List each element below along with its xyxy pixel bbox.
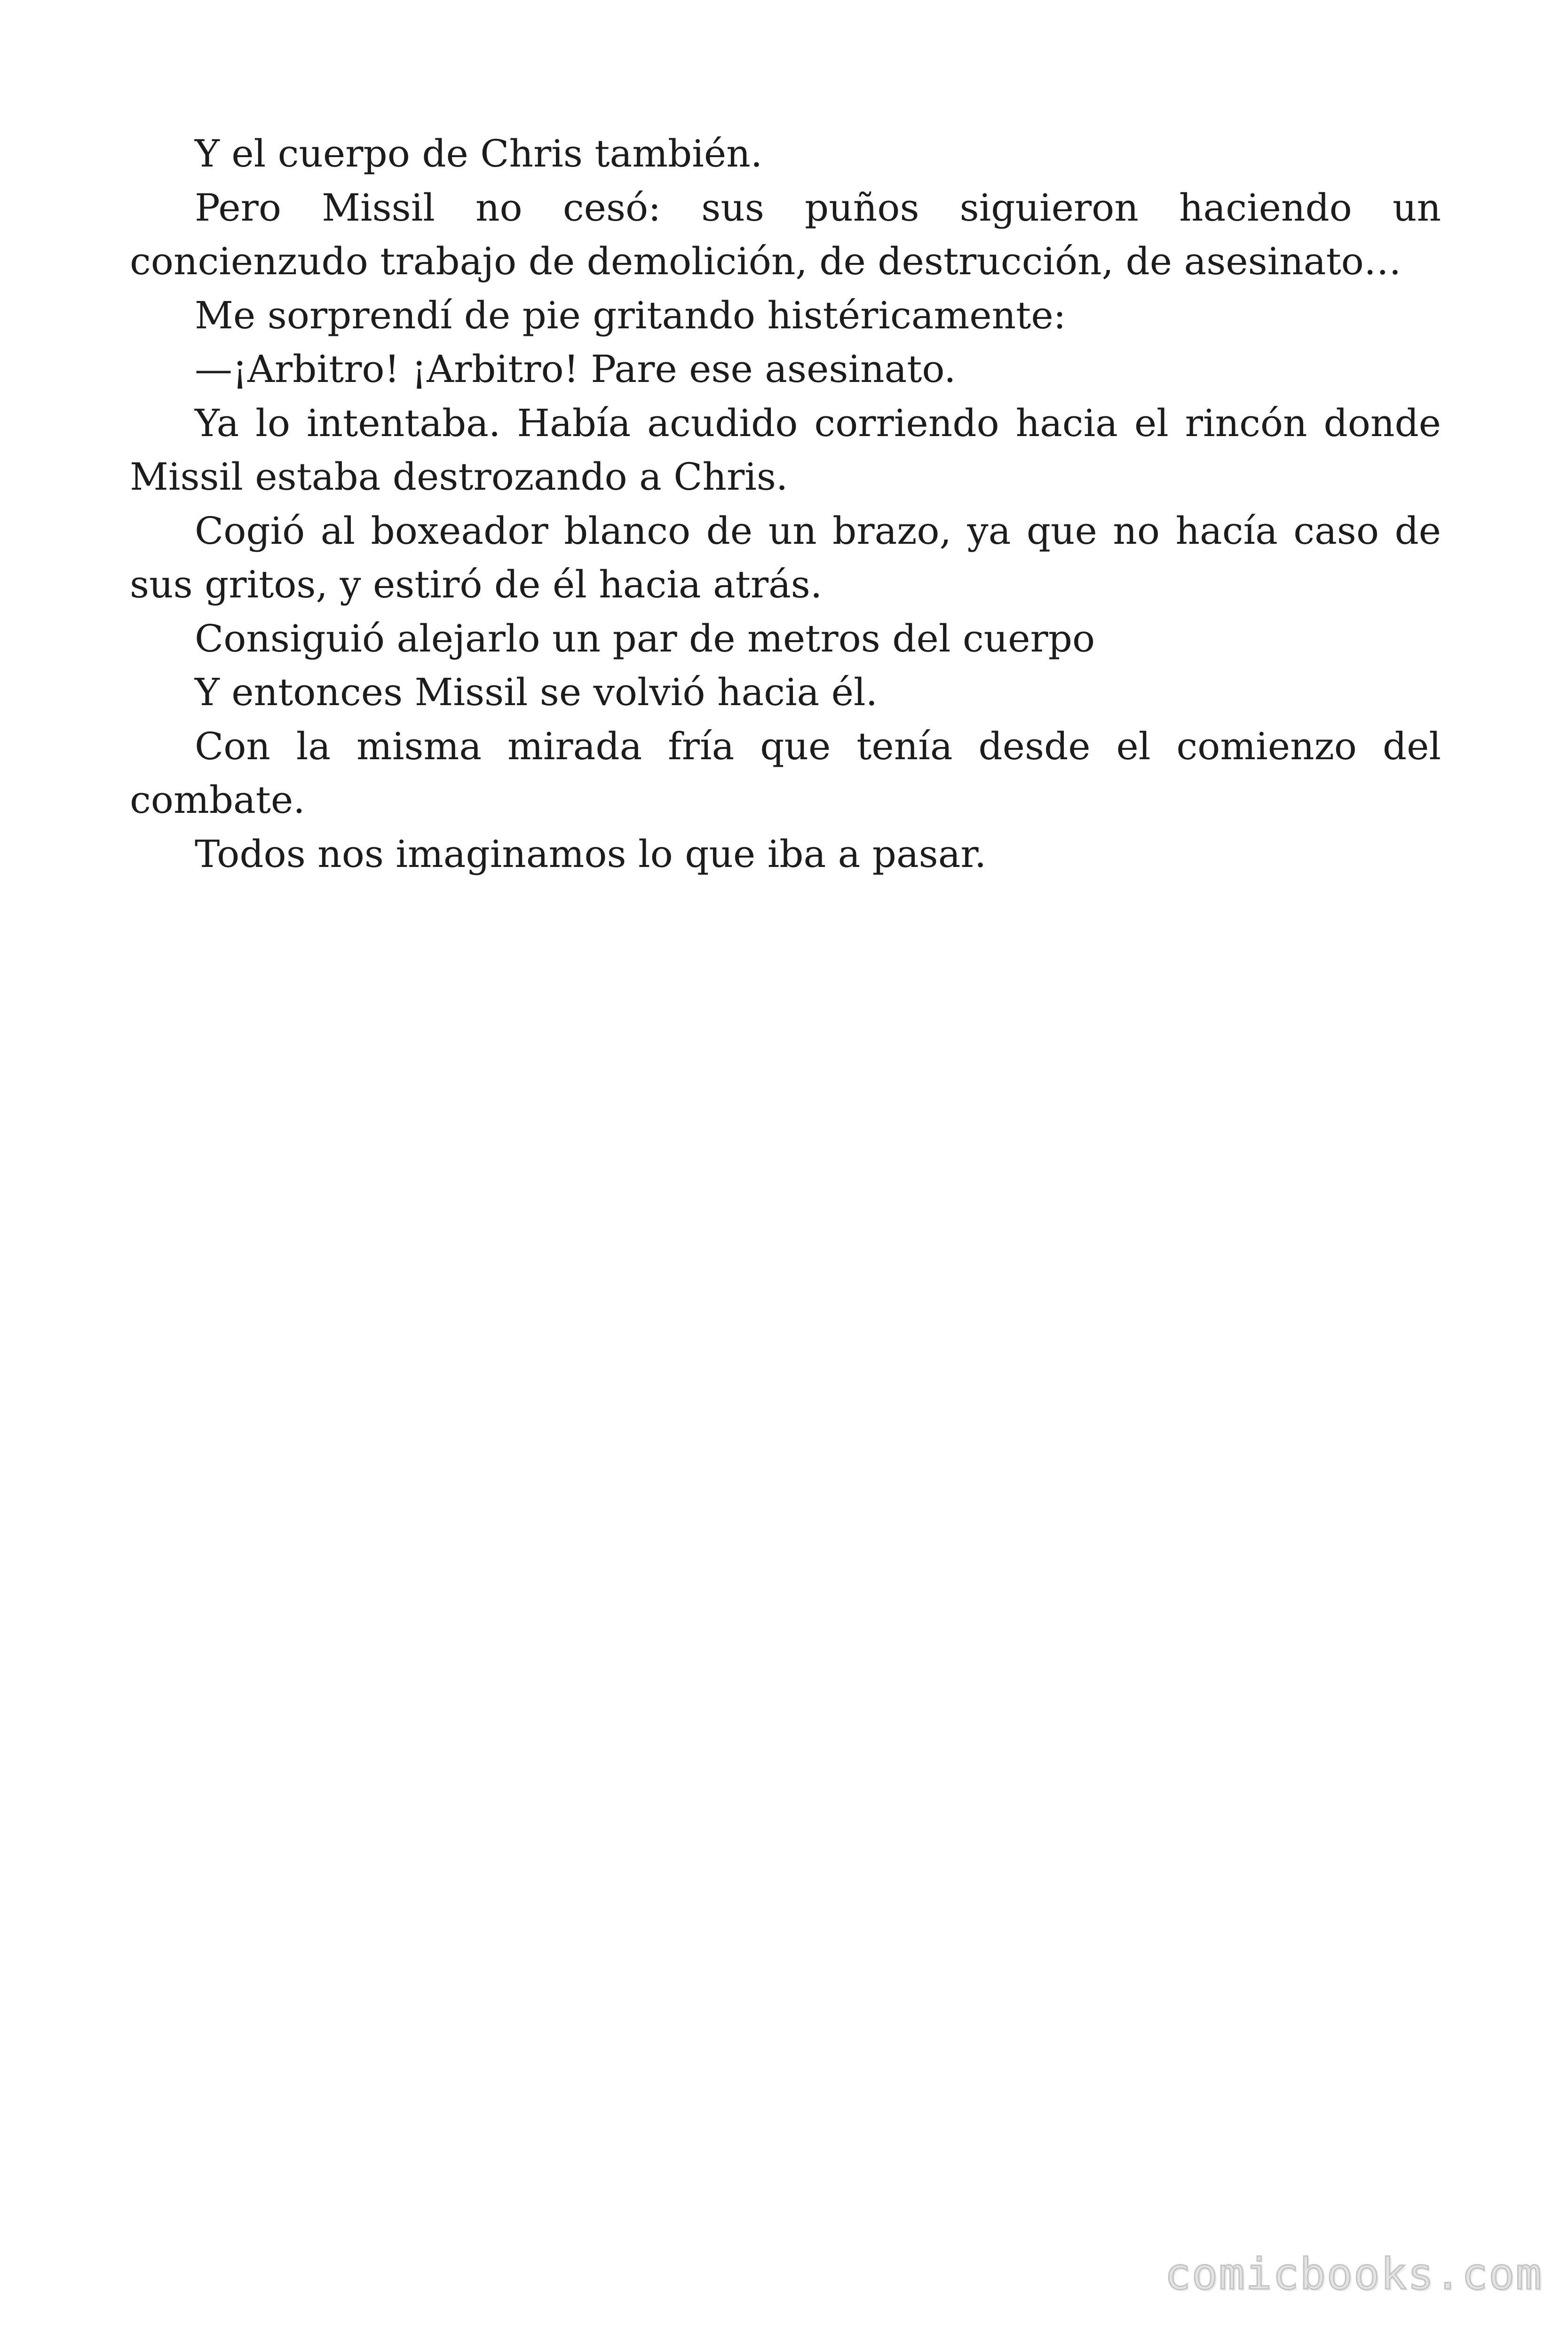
paragraph: Y el cuerpo de Chris también. [195,132,763,175]
paragraph: Consiguió alejarlo un par de metros del cuerpo [195,616,1095,660]
paragraph: —¡Arbitro! ¡Arbitro! Pare ese asesinato. [195,347,956,391]
watermark-logo: comicbooks.com [1164,2249,1543,2299]
paragraph: Pero Missil no cesó: sus puños siguieron haciendo un concienzudo trabajo de demolición, de destrucción, de asesinato… [130,185,1441,283]
paragraph: Y entonces Missil se volvió hacia él. [195,670,878,714]
paragraph: Todos nos imaginamos lo que iba a pasar. [195,832,987,876]
paragraph: Me sorprendí de pie gritando histéricamente: [195,293,1066,337]
paragraph: Con la misma mirada fría que tenía desde el comienzo del combate. [130,724,1441,822]
body-text [130,127,1441,881]
paragraph: Cogió al boxeador blanco de un brazo, ya que no hacía caso de sus gritos, y estiró de él hacia atrás. [130,509,1441,606]
paragraph: Ya lo intentaba. Había acudido corriendo hacia el rincón donde Missil estaba destrozando a Chris. [130,401,1441,499]
